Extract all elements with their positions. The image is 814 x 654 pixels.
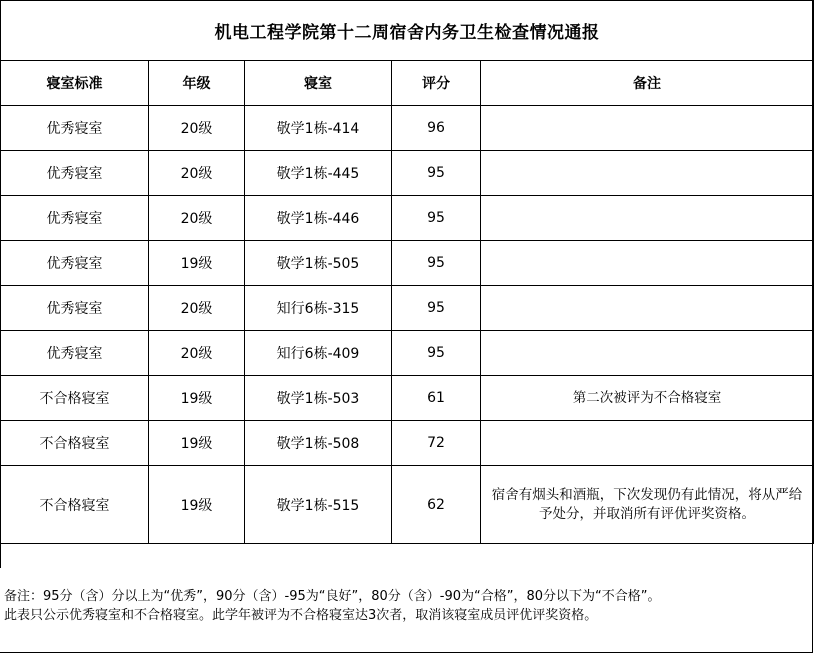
cell-grade: 19级 — [149, 421, 245, 466]
cell-score: 95 — [392, 241, 481, 286]
cell-score: 61 — [392, 376, 481, 421]
cell-room: 敬学1栋-508 — [245, 421, 392, 466]
cell-standard: 优秀寝室 — [1, 106, 149, 151]
cell-room: 敬学1栋-446 — [245, 196, 392, 241]
cell-grade: 19级 — [149, 376, 245, 421]
cell-room: 知行6栋-315 — [245, 286, 392, 331]
cell-score: 95 — [392, 151, 481, 196]
cell-score: 95 — [392, 196, 481, 241]
cell-grade: 19级 — [149, 466, 245, 544]
cell-score: 95 — [392, 286, 481, 331]
footer-note-line-1: 备注：95分（含）分以上为“优秀”，90分（含）-95为“良好”，80分（含）-90为“合格”，80分以下为“不合格”。 — [4, 589, 661, 604]
cell-standard: 优秀寝室 — [1, 286, 149, 331]
report-title: 机电工程学院第十二周宿舍内务卫生检查情况通报 — [1, 1, 814, 61]
cell-note — [481, 286, 814, 331]
table-row — [1, 196, 814, 241]
cell-grade: 19级 — [149, 241, 245, 286]
cell-grade: 20级 — [149, 106, 245, 151]
table-row — [1, 151, 814, 196]
col-header-grade: 年级 — [149, 61, 245, 106]
cell-room: 敬学1栋-515 — [245, 466, 392, 544]
cell-standard: 不合格寝室 — [1, 466, 149, 544]
cell-score: 72 — [392, 421, 481, 466]
table-row — [1, 286, 814, 331]
table-row — [1, 466, 814, 544]
cell-standard: 不合格寝室 — [1, 376, 149, 421]
cell-grade: 20级 — [149, 196, 245, 241]
cell-note: 第二次被评为不合格寝室 — [481, 376, 814, 421]
blank-row — [1, 544, 814, 569]
col-header-standard: 寝室标准 — [1, 61, 149, 106]
cell-room: 敬学1栋-505 — [245, 241, 392, 286]
cell-score: 95 — [392, 331, 481, 376]
cell-note — [481, 331, 814, 376]
table-row — [1, 421, 814, 466]
cell-note — [481, 151, 814, 196]
cell-standard: 不合格寝室 — [1, 421, 149, 466]
cell-standard: 优秀寝室 — [1, 331, 149, 376]
table-row — [1, 376, 814, 421]
col-header-note: 备注 — [481, 61, 814, 106]
cell-room: 敬学1栋-414 — [245, 106, 392, 151]
cell-note — [481, 106, 814, 151]
cell-standard: 优秀寝室 — [1, 196, 149, 241]
cell-standard: 优秀寝室 — [1, 151, 149, 196]
header-row — [1, 61, 814, 106]
cell-standard: 优秀寝室 — [1, 241, 149, 286]
cell-note — [481, 421, 814, 466]
footer-notes — [4, 587, 810, 625]
blank-cell — [1, 544, 814, 569]
cell-note: 宿舍有烟头和酒瓶，下次发现仍有此情况，将从严给予处分，并取消所有评优评奖资格。 — [481, 466, 814, 544]
cell-note — [481, 241, 814, 286]
cell-room: 敬学1栋-445 — [245, 151, 392, 196]
cell-room: 知行6栋-409 — [245, 331, 392, 376]
cell-room: 敬学1栋-503 — [245, 376, 392, 421]
table-row — [1, 106, 814, 151]
footer-note-line-2: 此表只公示优秀寝室和不合格寝室。此学年被评为不合格寝室达3次者，取消该寝室成员评优评奖资格。 — [4, 608, 598, 623]
cell-grade: 20级 — [149, 331, 245, 376]
table-row — [1, 241, 814, 286]
cell-grade: 20级 — [149, 286, 245, 331]
cell-score: 96 — [392, 106, 481, 151]
cell-note — [481, 196, 814, 241]
cell-score: 62 — [392, 466, 481, 544]
col-header-score: 评分 — [392, 61, 481, 106]
table-row — [1, 331, 814, 376]
cell-grade: 20级 — [149, 151, 245, 196]
col-header-room: 寝室 — [245, 61, 392, 106]
